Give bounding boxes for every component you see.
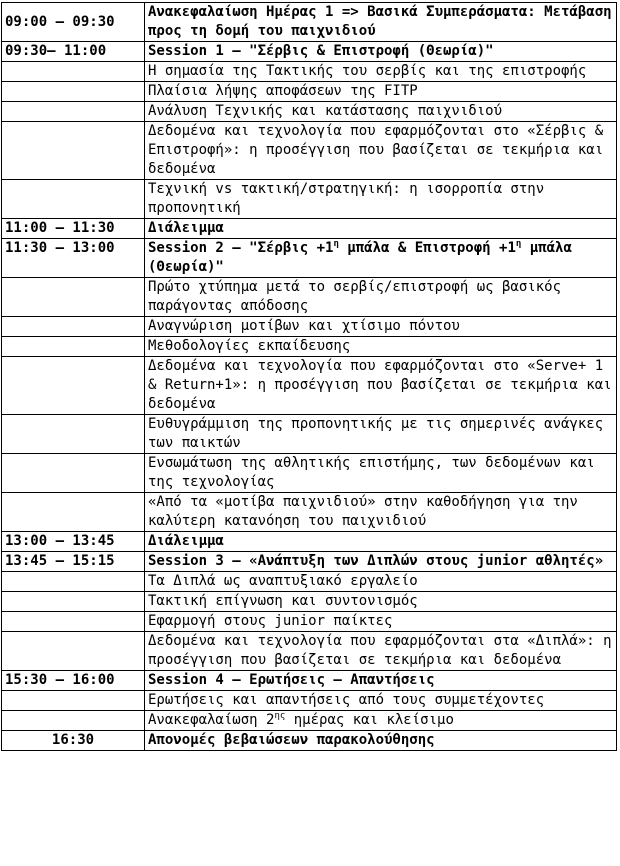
- row-title: Ενσωμάτωση της αθλητικής επιστήμης, των δεδομένων και της τεχνολογίας: [145, 454, 617, 493]
- row-title: Ανάλυση Τεχνικής και κατάστασης παιχνιδιού: [145, 102, 617, 122]
- row-time: 09:00 – 09:30: [2, 3, 145, 42]
- schedule-body: [2, 3, 617, 751]
- row-time-empty: [2, 493, 145, 532]
- schedule-row-item: [2, 454, 617, 493]
- schedule-row-item: [2, 493, 617, 532]
- row-title: Session 3 – «Ανάπτυξη των Διπλών στους junior αθλητές»: [145, 552, 617, 572]
- row-title: Τακτική επίγνωση και συντονισμός: [145, 592, 617, 612]
- row-title: Διάλειμμα: [145, 532, 617, 552]
- schedule-row-item: [2, 180, 617, 219]
- schedule-row-item: [2, 415, 617, 454]
- schedule-row-session-2: [2, 239, 617, 278]
- row-title: Τεχνική vs τακτική/στρατηγική: η ισορροπία στην προπονητική: [145, 180, 617, 219]
- row-title: Session 4 – Ερωτήσεις – Απαντήσεις: [145, 671, 617, 691]
- row-time-empty: [2, 180, 145, 219]
- row-title: Διάλειμμα: [145, 219, 617, 239]
- schedule-row-item: [2, 62, 617, 82]
- row-time: 11:30 – 13:00: [2, 239, 145, 278]
- schedule-row-item: [2, 572, 617, 592]
- row-title: Ανακεφαλαίωση $2^{\eta\varsigma}$ ημέρας και κλείσιμο: [145, 711, 617, 731]
- row-time-empty: [2, 337, 145, 357]
- row-title: Απονομές βεβαιώσεων παρακολούθησης: [145, 731, 617, 751]
- row-time-empty: [2, 82, 145, 102]
- row-time-empty: [2, 102, 145, 122]
- schedule-row-session-1: [2, 42, 617, 62]
- row-time-empty: [2, 572, 145, 592]
- schedule-row-item: [2, 612, 617, 632]
- row-time-empty: [2, 278, 145, 317]
- schedule-row-item: [2, 357, 617, 415]
- row-time-empty: [2, 62, 145, 82]
- schedule-row-item: [2, 122, 617, 180]
- row-title: Πλαίσια λήψης αποφάσεων της FITP: [145, 82, 617, 102]
- row-time-empty: [2, 691, 145, 711]
- row-title: Τα Διπλά ως αναπτυξιακό εργαλείο: [145, 572, 617, 592]
- row-time-empty: [2, 454, 145, 493]
- row-title: Μεθοδολογίες εκπαίδευσης: [145, 337, 617, 357]
- row-time-empty: [2, 317, 145, 337]
- schedule-row-item: [2, 82, 617, 102]
- schedule-row-item: [2, 278, 617, 317]
- schedule-row-recap: [2, 3, 617, 42]
- schedule-row-item: [2, 711, 617, 731]
- row-title: Δεδομένα και τεχνολογία που εφαρμόζονται στο «Serve+ 1 & Return+1»: η προσέγγιση που βασίζεται σε τεκμήρια και δεδομένα: [145, 357, 617, 415]
- row-title: Δεδομένα και τεχνολογία που εφαρμόζονται στα «Διπλά»: η προσέγγιση που βασίζεται σε τεκμήρια και δεδομένα: [145, 632, 617, 671]
- schedule-row-item: [2, 592, 617, 612]
- row-title: Ανακεφαλαίωση Ημέρας 1 => Βασικά Συμπεράσματα: Μετάβαση προς τη δομή του παιχνιδιού: [145, 3, 617, 42]
- schedule-row-closing: [2, 731, 617, 751]
- schedule-row-item: [2, 632, 617, 671]
- row-time-empty: [2, 612, 145, 632]
- row-time: 15:30 – 16:00: [2, 671, 145, 691]
- schedule-row-session-4: [2, 671, 617, 691]
- row-title: Session 1 – "Σέρβις & Επιστροφή (Θεωρία)": [145, 42, 617, 62]
- schedule-row-session-3: [2, 552, 617, 572]
- row-time-empty: [2, 592, 145, 612]
- row-time-empty: [2, 122, 145, 180]
- schedule-row-item: [2, 102, 617, 122]
- row-title: Αναγνώριση μοτίβων και χτίσιμο πόντου: [145, 317, 617, 337]
- row-title: Ευθυγράμμιση της προπονητικής με τις σημερινές ανάγκες των παικτών: [145, 415, 617, 454]
- row-title: Ερωτήσεις και απαντήσεις από τους συμμετέχοντες: [145, 691, 617, 711]
- row-title: Session 2 – "$\Sigma έ\rho\beta\iota\varsigma +1^\eta$ μπάλα & $E\pi\iota\sigma\tau\rho o\varphi ή +1^\eta$ μπάλα (Θεωρία)": [145, 239, 617, 278]
- schedule-row-item: [2, 691, 617, 711]
- row-time: 11:00 – 11:30: [2, 219, 145, 239]
- schedule-row-break: [2, 532, 617, 552]
- row-time-empty: [2, 357, 145, 415]
- row-time-empty: [2, 711, 145, 731]
- schedule-row-item: [2, 337, 617, 357]
- row-time-empty: [2, 632, 145, 671]
- row-title: Πρώτο χτύπημα μετά το σερβίς/επιστροφή ως βασικός παράγοντας απόδοσης: [145, 278, 617, 317]
- row-time-empty: [2, 415, 145, 454]
- row-time: 13:00 – 13:45: [2, 532, 145, 552]
- schedule-table: [1, 2, 617, 751]
- row-title: Η σημασία της Τακτικής του σερβίς και της επιστροφής: [145, 62, 617, 82]
- row-time: 16:30: [2, 731, 145, 751]
- schedule-row-break: [2, 219, 617, 239]
- schedule-row-item: [2, 317, 617, 337]
- row-time: 13:45 – 15:15: [2, 552, 145, 572]
- row-time: 09:30– 11:00: [2, 42, 145, 62]
- row-title: Εφαρμογή στους junior παίκτες: [145, 612, 617, 632]
- row-title: Δεδομένα και τεχνολογία που εφαρμόζονται στο «Σέρβις & Επιστροφή»: η προσέγγιση που βασίζεται σε τεκμήρια και δεδομένα: [145, 122, 617, 180]
- row-title: «Από τα «μοτίβα παιχνιδιού» στην καθοδήγηση για την καλύτερη κατανόηση του παιχνιδιού: [145, 493, 617, 532]
